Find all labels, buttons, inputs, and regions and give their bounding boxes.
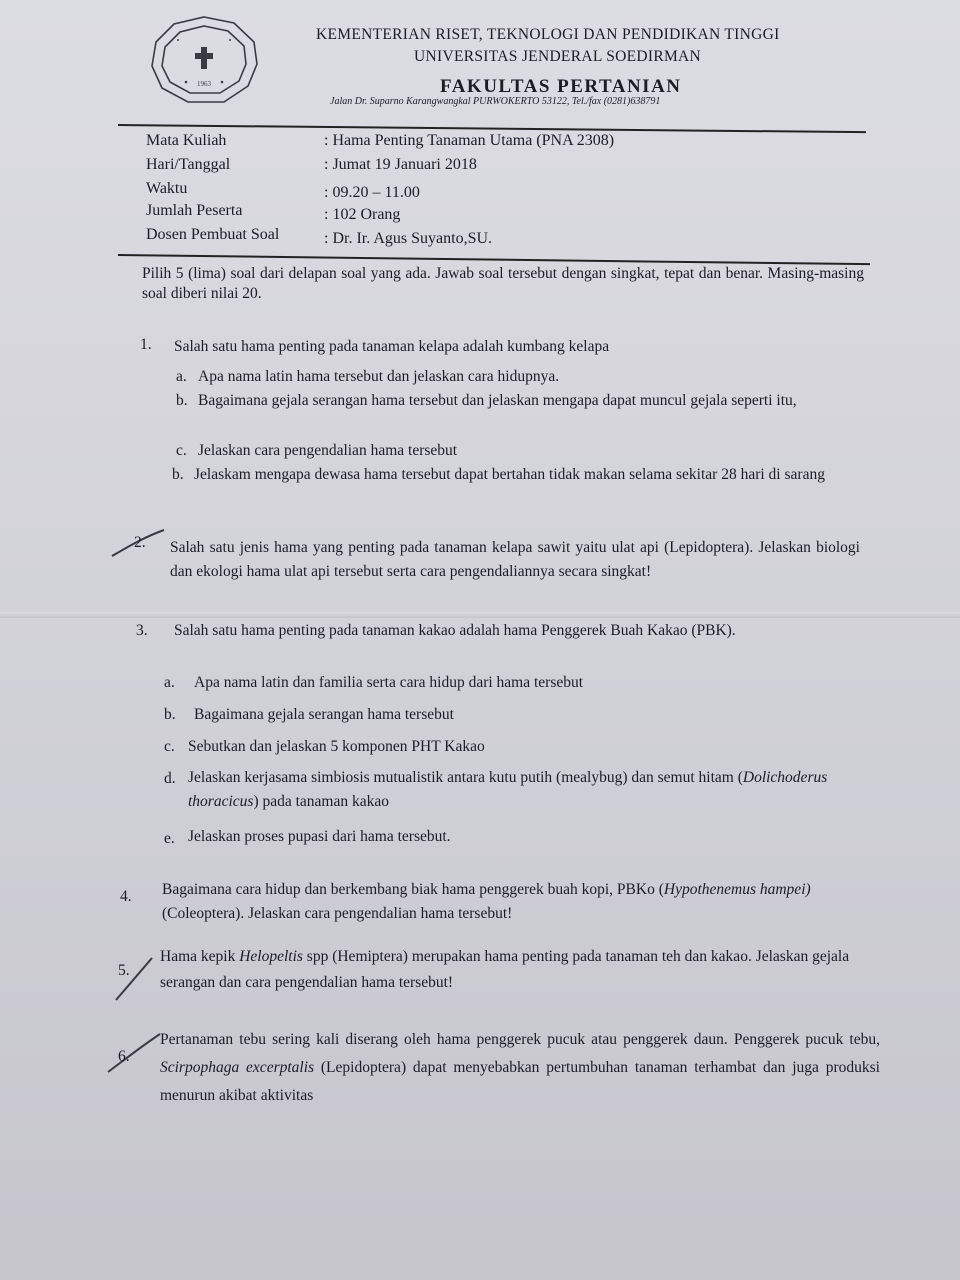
q3-c-text: Sebutkan dan jelaskan 5 komponen PHT Kakao: [188, 738, 485, 755]
q3-e-letter: e.: [164, 830, 175, 847]
q1-d-text: Jelaskam mengapa dewasa hama tersebut dapat bertahan tidak makan selama sekitar 28 hari di sarang: [194, 466, 825, 483]
q5-text-post: spp (Hemiptera) merupakan hama penting pada tanaman teh dan kakao. Jelaskan gejala serangan dan cara pengendalian hama tersebut!: [160, 948, 850, 991]
faculty-address: Jalan Dr. Suparno Karangwangkal PURWOKERTO 53122, Tel./fax (0281)638791: [330, 96, 661, 107]
ministry-name: KEMENTERIAN RISET, TEKNOLOGI DAN PENDIDIKAN TINGGI: [316, 26, 780, 43]
q4-text-pre: Bagaimana cara hidup dan berkembang biak hama penggerek buah kopi, PBKo (: [162, 881, 664, 898]
info-row-time: [146, 180, 846, 202]
q3-c-letter: c.: [164, 738, 175, 755]
q6-text-post: (Lepidoptera) dapat menyebabkan pertumbuhan tanaman terhambat dan juga produksi menurun akibat aktivitas: [160, 1059, 880, 1104]
university-seal: [148, 14, 260, 106]
info-row-date: [146, 156, 846, 180]
info-value: : 102 Orang: [324, 206, 401, 223]
info-value: : Dr. Ir. Agus Suyanto,SU.: [324, 230, 493, 247]
q3-d-letter: d.: [164, 770, 176, 787]
info-label: Hari/Tanggal: [146, 156, 231, 173]
q3-a-letter: a.: [164, 674, 175, 691]
q3-d-text-post: ) pada tanaman kakao: [253, 793, 389, 810]
info-value: : 09.20 – 11.00: [324, 184, 420, 201]
university-name: UNIVERSITAS JENDERAL SOEDIRMAN: [414, 48, 702, 65]
q4-species: Hypothenemus hampei): [663, 881, 811, 898]
question-3-text: Salah satu hama penting pada tanaman kakao adalah hama Penggerek Buah Kakao (PBK).: [174, 622, 736, 639]
info-row-participants: [146, 202, 846, 226]
info-label: Jumlah Peserta: [146, 202, 243, 219]
seal-year: 1963: [197, 80, 211, 88]
q4-text-post: (Coleoptera). Jelaskan cara pengendalian hama tersebut!: [162, 905, 513, 922]
q1-b-text: Bagaimana gejala serangan hama tersebut dan jelaskan mengapa dapat muncul gejala seperti itu,: [198, 392, 797, 409]
question-3-number: 3.: [136, 622, 148, 639]
q3-e-text: Jelaskan proses pupasi dari hama tersebut.: [188, 828, 451, 845]
question-4-number: 4.: [120, 888, 132, 905]
paper-fold: [0, 612, 960, 618]
question-2-number: 2.: [134, 534, 146, 551]
q1-b-letter: b.: [176, 392, 188, 409]
q3-b-text: Bagaimana gejala serangan hama tersebut: [194, 706, 454, 723]
q3-b-letter: b.: [164, 706, 176, 723]
q1-c-letter: c.: [176, 442, 187, 459]
q6-species: Scirpophaga excerptalis: [160, 1059, 315, 1076]
check-mark: [104, 1030, 164, 1074]
info-value: : Hama Penting Tanaman Utama (PNA 2308): [324, 132, 615, 149]
q1-d-letter: b.: [172, 466, 184, 483]
question-1-text: Salah satu hama penting pada tanaman kelapa adalah kumbang kelapa: [174, 338, 610, 355]
info-row-lecturer: [146, 226, 846, 250]
q5-text-pre: Hama kepik: [160, 948, 240, 965]
info-label: Waktu: [146, 180, 188, 197]
info-value: : Jumat 19 Januari 2018: [324, 156, 477, 173]
info-label: Dosen Pembuat Soal: [146, 226, 280, 243]
q5-species: Helopeltis: [239, 948, 303, 965]
q3-a-text: Apa nama latin dan familia serta cara hidup dari hama tersebut: [194, 674, 584, 691]
q3-d-text-pre: Jelaskan kerjasama simbiosis mutualistik antara kutu putih (mealybug) dan semut hitam (: [188, 769, 743, 786]
question-2-text: Salah satu jenis hama yang penting pada tanaman kelapa sawit yaitu ulat api (Lepidoptera). Jelaskan biologi dan ekologi hama ulat api tersebut serta cara pengendaliannya secara singkat!: [170, 539, 860, 580]
q1-a-text: Apa nama latin hama tersebut dan jelaskan cara hidupnya.: [198, 368, 560, 385]
q6-text-pre: Pertanaman tebu sering kali diserang oleh hama penggerek pucuk atau penggerek daun. Penggerek pucuk tebu,: [160, 1031, 880, 1048]
q3-d-text: [188, 766, 848, 814]
question-6-text: [160, 1026, 880, 1110]
question-5-text: [160, 944, 880, 996]
q1-a-letter: a.: [176, 368, 187, 385]
exam-info: [146, 132, 846, 250]
faculty-name: FAKULTAS PERTANIAN: [440, 76, 682, 97]
info-row-course: [146, 132, 846, 156]
instructions: Pilih 5 (lima) soal dari delapan soal yang ada. Jawab soal tersebut dengan singkat, tepat dan benar. Masing-masing soal diberi nilai 20.: [142, 265, 864, 302]
question-4-text: [162, 878, 832, 926]
info-label: Mata Kuliah: [146, 132, 227, 149]
q1-c-text: Jelaskan cara pengendalian hama tersebut: [198, 442, 458, 459]
question-6-number: 6.: [118, 1048, 130, 1065]
question-1-number: 1.: [140, 336, 152, 353]
question-5-number: 5.: [118, 962, 130, 979]
q3-d-species: Dolichoderus thoracicus: [188, 769, 828, 810]
